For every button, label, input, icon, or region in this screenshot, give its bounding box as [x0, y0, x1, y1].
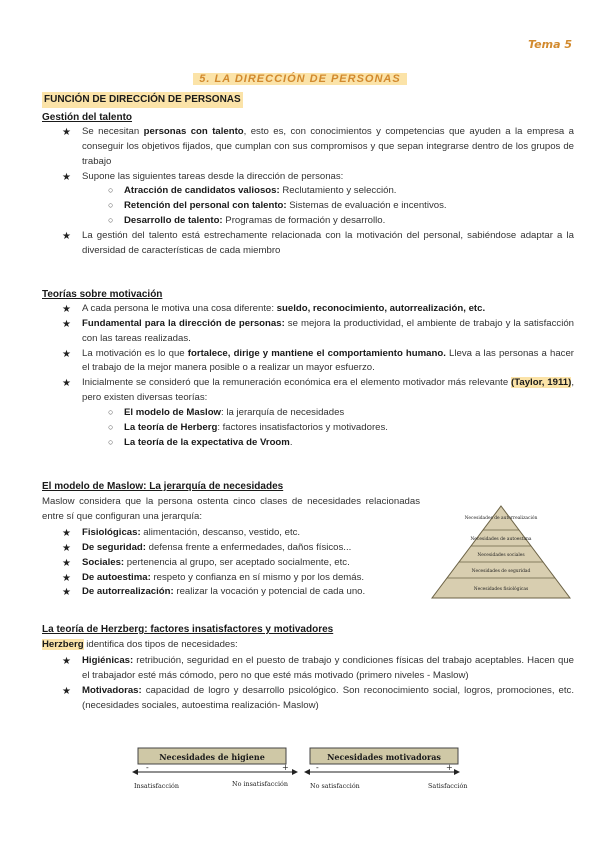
talent-title: Gestión del talento: [42, 112, 133, 123]
star-bullet-icon: ★: [62, 348, 71, 360]
arrow-right-icon: [292, 769, 298, 775]
list-item: ★ Supone las siguientes tareas desde la dirección de personas: ○ Atracción de candidatos valiosos: Reclutamiento y selección. ○ Retención del personal con talento: Sistemas de evaluación e incentivos. ○ Desarrollo de talento: Programas de formación y desarrollo.: [62, 170, 574, 229]
arrow-right-icon: [454, 769, 460, 775]
circle-bullet-icon: ○: [108, 200, 114, 211]
star-bullet-icon: ★: [62, 542, 71, 554]
list-item: ★ Higiénicas: retribución, seguridad en el puesto de trabajo y condiciones físicas del trabajo aceptables. Hacen que el trabajador esté más cómodo, pero no que esté más motivado (primero niveles - Maslow): [62, 655, 574, 681]
list-item: ★ De seguridad: defensa frente a enfermedades, daños físicos...: [62, 541, 442, 556]
minus-sign: -: [146, 763, 149, 772]
circle-bullet-icon: ○: [108, 215, 114, 226]
sub-item: ○ La teoría de la expectativa de Vroom.: [108, 436, 293, 448]
left-low-label: Insatisfacción: [134, 782, 179, 790]
star-bullet-icon: ★: [62, 378, 71, 390]
sub-item: ○ Retención del personal con talento: Sistemas de evaluación e incentivos.: [108, 200, 447, 212]
motivation-list: [62, 302, 574, 451]
left-high-label: No insatisfacción: [232, 780, 288, 788]
sub-item: ○ La teoría de Herberg: factores insatisfactorios y motivadores.: [108, 421, 388, 433]
pyramid-level-label: Necesidades de seguridad: [471, 569, 531, 574]
motivator-label: Necesidades motivadoras: [327, 752, 441, 762]
star-bullet-icon: ★: [62, 587, 71, 599]
maslow-pyramid: [432, 506, 570, 598]
pyramid-level-label: Necesidades de autoestima: [470, 537, 532, 542]
herzberg-list: [62, 654, 574, 713]
star-bullet-icon: ★: [62, 318, 71, 330]
maslow-intro: Maslow considera que la persona ostenta cinco clases de necesidades relacionadas entre sí que configuran una jerarquía:: [42, 496, 420, 522]
list-item: ★ Fundamental para la dirección de personas: se mejora la productividad, el ambiente de trabajo y la satisfacción con las tareas realizadas.: [62, 317, 574, 344]
star-bullet-icon: ★: [62, 557, 71, 569]
plus-sign: +: [282, 763, 289, 772]
maslow-title: El modelo de Maslow: La jerarquía de necesidades: [42, 481, 284, 492]
star-bullet-icon: ★: [62, 171, 71, 183]
list-item: ★ La gestión del talento está estrechamente relacionada con la motivación del personal, sabiéndose adaptar a la diversidad de características de cada miembro: [62, 230, 574, 256]
star-bullet-icon: ★: [62, 231, 71, 243]
section-heading: FUNCIÓN DE DIRECCIÓN DE PERSONAS: [42, 92, 243, 108]
circle-bullet-icon: ○: [108, 421, 114, 432]
list-item: ★ Fisiológicas: alimentación, descanso, vestido, etc.: [62, 526, 442, 541]
hygiene-label: Necesidades de higiene: [159, 752, 265, 762]
sub-item: ○ Desarrollo de talento: Programas de formación y desarrollo.: [108, 215, 386, 227]
list-item: ★ Sociales: pertenencia al grupo, ser aceptado socialmente, etc.: [62, 556, 442, 571]
list-item: ★ La motivación es lo que fortalece, dirige y mantiene el comportamiento humano. Lleva a las personas a hacer el trabajo de la mejor manera posible o a realizar un mayor esfuerzo.: [62, 347, 575, 374]
chapter-title: 5. LA DIRECCIÓN DE PERSONAS: [0, 71, 600, 88]
star-bullet-icon: ★: [62, 685, 71, 697]
star-bullet-icon: ★: [62, 304, 71, 315]
right-low-label: No satisfacción: [310, 782, 360, 790]
minus-sign: -: [316, 763, 319, 772]
herzberg-intro: Herzberg identifica dos tipos de necesidades:: [42, 639, 238, 650]
pyramid-level-label: Necesidades de autorrealización: [464, 516, 538, 521]
list-item: ★ Inicialmente se consideró que la remuneración económica era el elemento motivador más relevante (Taylor, 1911), pero existen diversas teorías: ○ El modelo de Maslow: la jerarquía de necesidades ○ La teoría de Herberg: factores insatisfactorios y motivadores. ○ La teoría de la expectativa de Vroom.: [62, 376, 574, 450]
list-item: ★ De autoestima: respeto y confianza en sí mismo y por los demás.: [62, 571, 442, 586]
circle-bullet-icon: ○: [108, 185, 114, 196]
circle-bullet-icon: ○: [108, 407, 114, 418]
list-item: ★ A cada persona le motiva una cosa diferente: sueldo, reconocimiento, autorrealización, etc.: [62, 302, 574, 317]
motivation-title: Teorías sobre motivación: [42, 289, 163, 300]
list-item: ★ Se necesitan personas con talento, esto es, con conocimientos y competencias que ayuden a la empresa a conseguir los objetivos fijados, que cumplan con sus compromisos y que sepan integrarse dentro de los grupos de trabajo: [62, 126, 574, 167]
list-item: ★ Motivadoras: capacidad de logro y desarrollo psicológico. Son reconocimiento social, logros, promociones, etc. (necesidades sociales, autoestima realización- Maslow): [62, 684, 574, 711]
arrow-left-icon: [132, 769, 138, 775]
circle-bullet-icon: ○: [108, 436, 114, 447]
star-bullet-icon: ★: [62, 656, 71, 667]
sub-item: ○ Atracción de candidatos valiosos: Reclutamiento y selección.: [108, 185, 397, 197]
list-item: ★ De autorrealización: realizar la vocación y potencial de cada uno.: [62, 585, 442, 600]
star-bullet-icon: ★: [62, 528, 71, 539]
sub-item: ○ El modelo de Maslow: la jerarquía de necesidades: [108, 407, 345, 419]
star-bullet-icon: ★: [62, 127, 71, 138]
herzberg-diagram: [132, 744, 468, 794]
maslow-list: [62, 526, 442, 600]
herzberg-title: La teoría de Herzberg: factores insatisfactores y motivadores: [42, 624, 334, 635]
page-tag: Tema 5: [528, 38, 572, 51]
pyramid-level-label: Necesidades sociales: [477, 553, 525, 558]
talent-list: [62, 125, 574, 259]
right-high-label: Satisfacción: [428, 782, 468, 790]
pyramid-level-label: Necesidades fisiológicas: [473, 587, 529, 592]
star-bullet-icon: ★: [62, 572, 71, 584]
plus-sign: +: [446, 763, 453, 772]
arrow-left-icon: [304, 769, 310, 775]
